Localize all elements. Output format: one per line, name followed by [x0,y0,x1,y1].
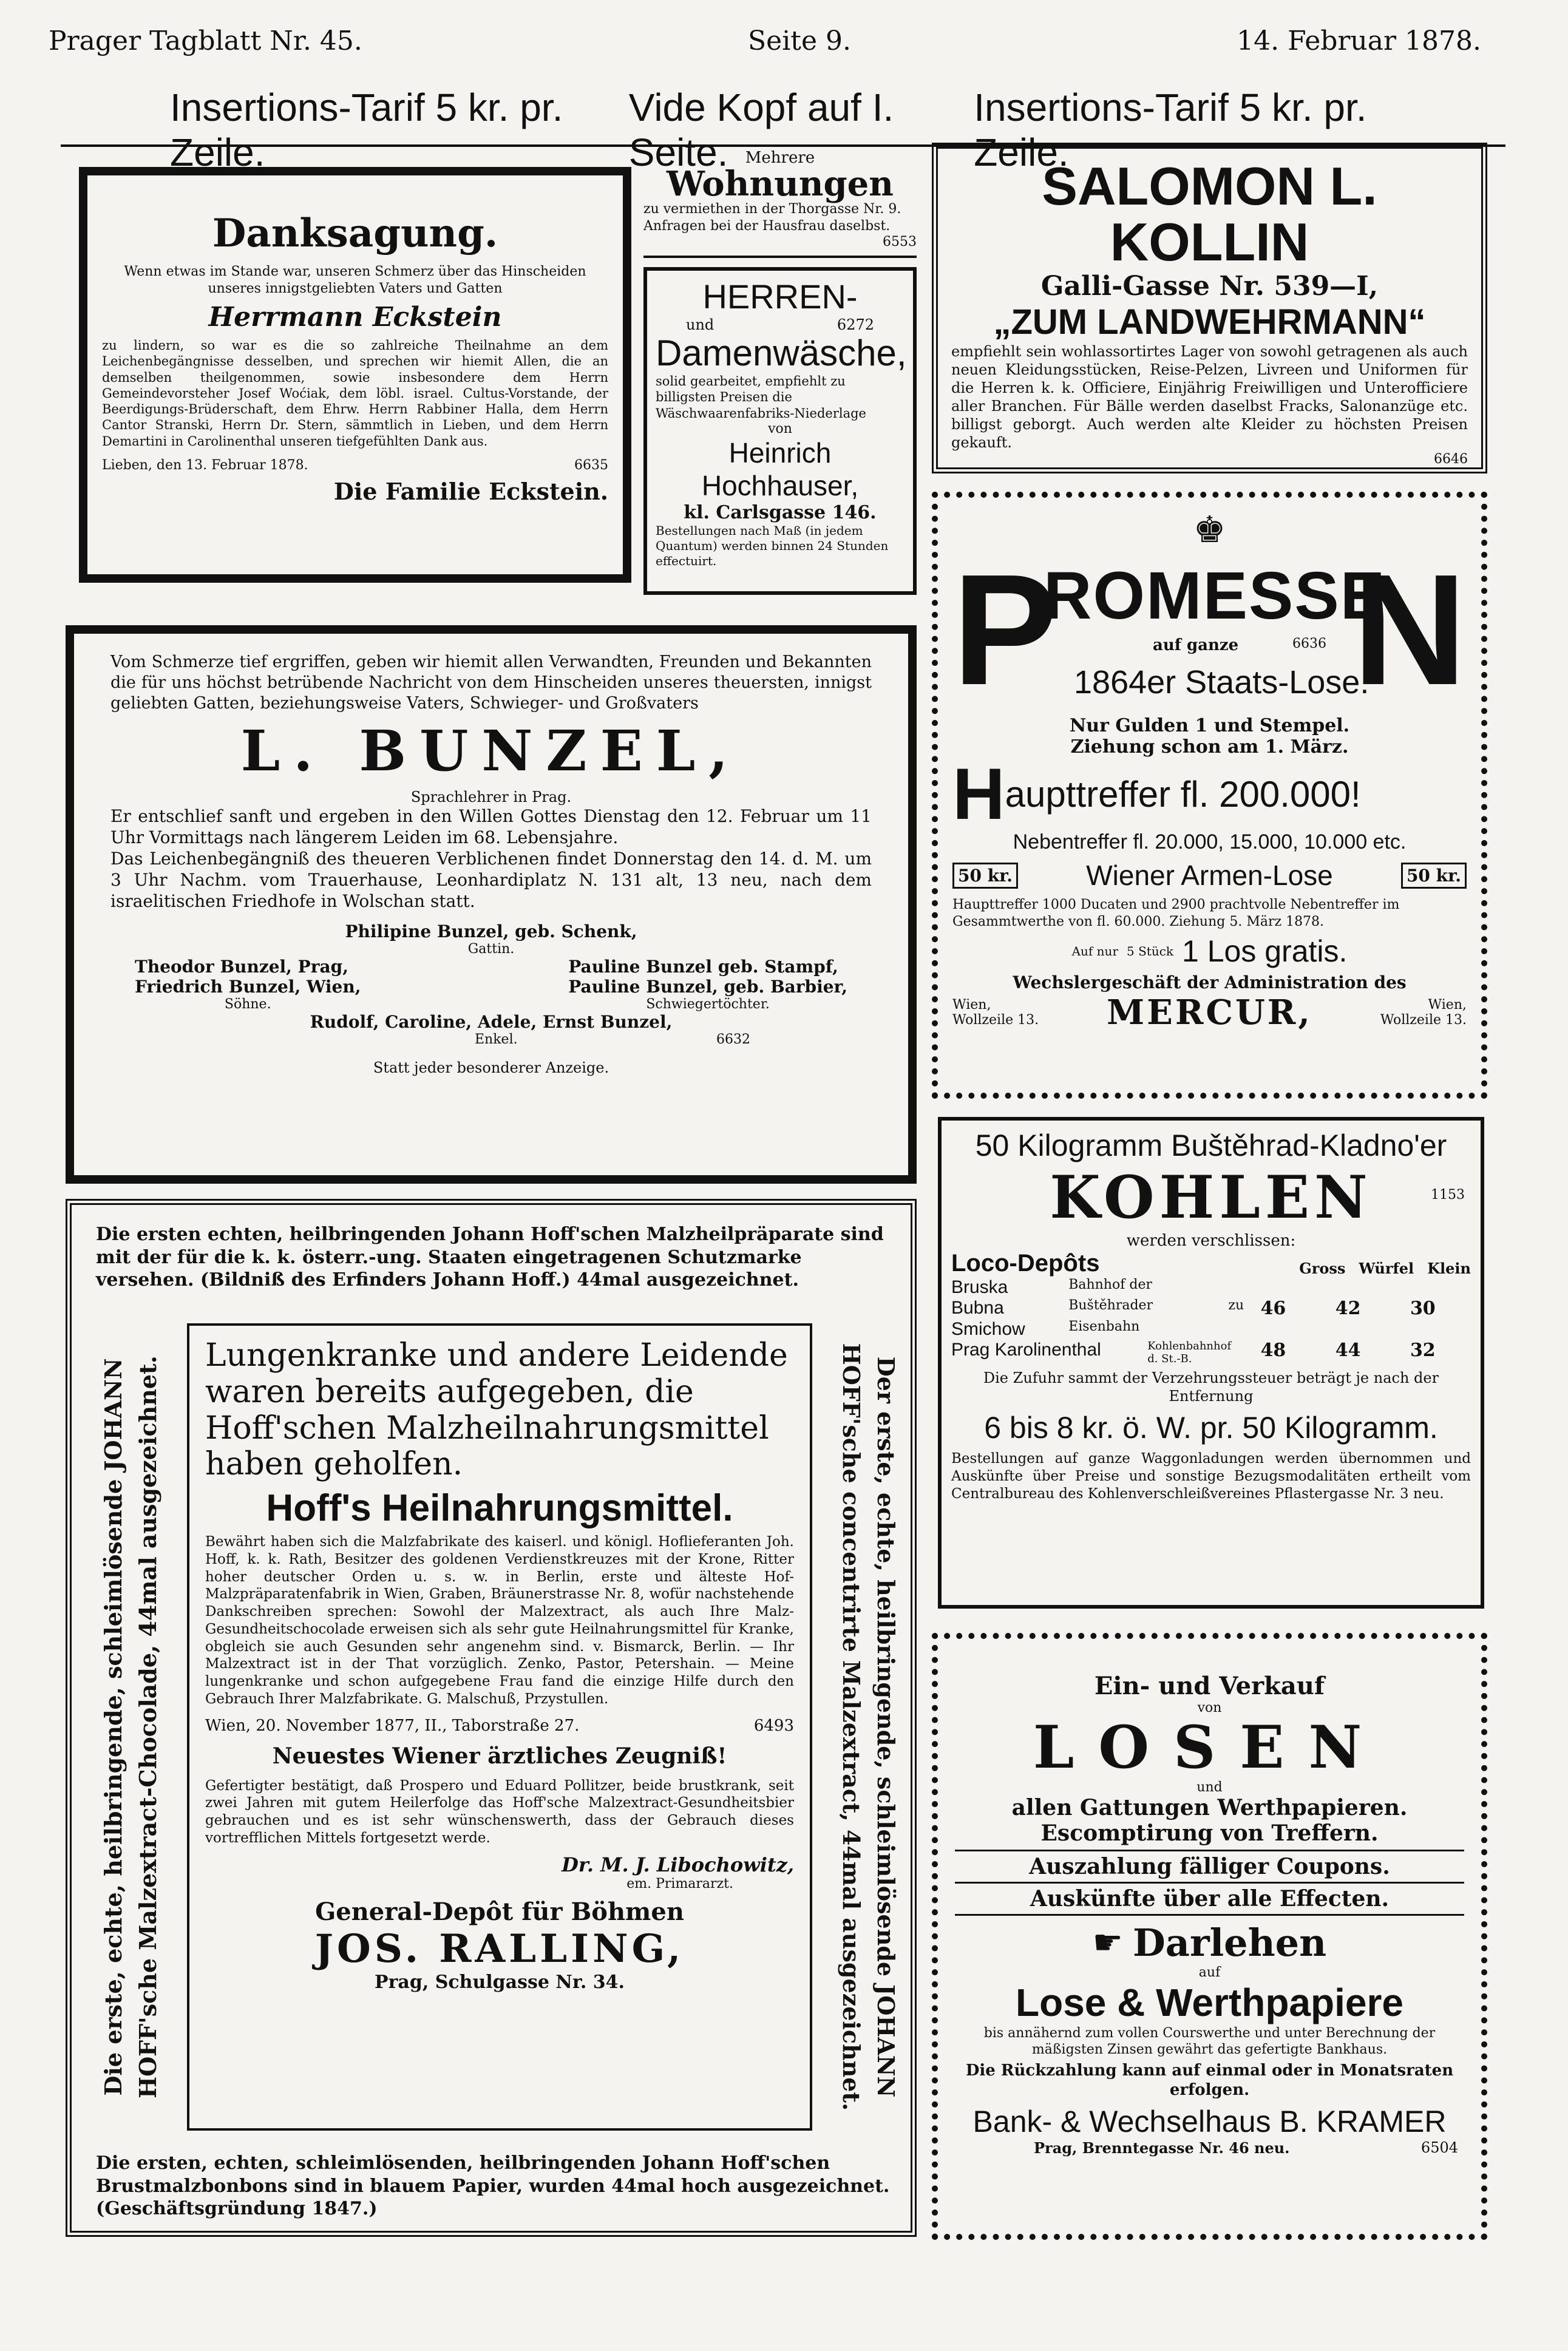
kramer-bank: Bank- & Wechselhaus B. KRAMER [972,2104,1447,2139]
hoff-head: Lungenkranke und andere Leidende waren bereits aufgegeben, die Hoff'schen Malzheilnahrungsmittel haben geholfen. [205,1337,788,1483]
hoff-addr: Prag, Schulgasse Nr. 34. [375,1971,625,1993]
kramer-werth: allen Gattungen Werthpapieren. [1011,1794,1408,1820]
zu [1228,1277,1258,1298]
darlehen-row [955,1921,1464,1965]
kramer-body: bis annähernd zum vollen Courswerthe und unter Berechnung der mäßigsten Zinsen gewährt das gefertigte Bankhaus. [983,2025,1436,2058]
herren-num: 6272 [837,316,874,333]
v-gross: 48 [1260,1340,1286,1361]
price-right: 50 kr. [1401,863,1467,889]
promessen-nur: Nur Gulden 1 und Stempel. [1069,715,1350,736]
hoff-place: Wien, 20. November 1877, II., Taborstraße 27. [205,1716,580,1735]
v-gross [1261,1319,1334,1340]
haupt-h: H [952,753,1005,835]
dank-deceased: Herrmann Eckstein [208,302,502,333]
table-row [951,1298,1471,1319]
wohn-ad [643,149,917,258]
dank-intro: Wenn etwas im Stande war, unseren Schmerz über das Hinscheiden unseres innigstgeliebten Vaters und Gatten [124,264,586,296]
kramer-und: und [1196,1779,1223,1795]
wohn-title: Wohnungen [666,164,894,204]
bunzel-widow-sub: Gattin. [467,941,515,957]
bunzel-body2: Das Leichenbegängniß des theueren Verblichenen findet Donnerstag den 14. d. M. um 3 Uhr Nachm. vom Trauerhause, Leonhardiplatz N. 131 alt, 13 neu, nach dem israelitischen Friedhofe in Wolschan statt. [110,849,872,912]
v-wuerfel: 44 [1335,1340,1361,1361]
issue-date: 14. Februar 1878. [1237,25,1481,56]
note: Eisenbahn [1068,1319,1140,1334]
kramer-ein: Ein- und Verkauf [1094,1672,1325,1700]
kramer-auskunft: Auskünfte über alle Effecten. [955,1884,1464,1916]
promessen-n: N [1352,542,1467,718]
dank-body: zu lindern, so war es die so zahlreiche Theilnahme an dem Leichenbegängnisse desselben, und sprechen wir hiemit Allen, die an demselben theilgenommen, sowie insbesondere dem Herrn Gemeindevorsteher Josef Woćiak, dem löbl. israel. Cultus-Vorstande, der Beerdigungs-Brüderschaft, dem Ehrw. Herrn Rabbiner Halla, dem Herrn Cantor Stranski, Herrn Dr. Stern, sämmtlich in Lieben, und dem Herrn Demartini in Carolinenthal unseren tiefgefühlten Dank aus. [102,338,608,449]
place: Smichow [951,1319,1025,1339]
bunzel-family [110,957,872,1012]
paper-name: Prager Tagblatt Nr. 45. [49,25,362,56]
table-row [951,1319,1471,1340]
hoff-place-row [205,1717,794,1735]
kramer-lose: Lose & Werthpapiere [1016,1980,1403,2024]
wien-left: Wien, Wollzeile 13. [952,997,1039,1028]
dank-place: Lieben, den 13. Februar 1878. [102,457,308,473]
promessen-num: 6636 [1292,636,1326,651]
son: Friedrich Bunzel, Wien, [135,977,361,997]
v-wuerfel [1336,1277,1408,1298]
kohlen-cols [1299,1260,1471,1277]
dank-num: 6635 [574,457,608,473]
kramer-addr-row [955,2139,1464,2157]
v-klein [1410,1277,1471,1298]
herren-title2: Damenwäsche, [656,333,907,373]
bunzel-num: 6632 [716,1032,750,1048]
herren-foot: Bestellungen nach Maß (in jedem Quantum) werden binnen 24 Stunden effectuirt. [656,523,889,568]
v-wuerfel [1336,1319,1408,1340]
bunzel-ad [66,625,917,1184]
bunzel-widow: Philipine Bunzel, geb. Schenk, [345,921,637,942]
kohlen-price: 6 bis 8 kr. ö. W. pr. 50 Kilogramm. [984,1411,1438,1445]
hoff-ad [66,1199,917,2237]
vide-kopf: Vide Kopf auf I. Seite. [628,86,894,174]
bunzel-daughters [568,957,847,1012]
kramer-num: 6504 [1420,2139,1458,2156]
zu: zu [1228,1298,1244,1313]
kollin-sub: „ZUM LANDWEHRMANN“ [993,302,1426,342]
hoff-body: Bewährt haben sich die Malzfabrikate des kaiserl. und königl. Hoflieferanten Joh. Hoff, k. k. Rath, Besitzer des goldenen Verdienstkreuzes mit der Krone, Ritter hoher deutscher Orden u. s. w. in Berlin, erste und älteste Hof-Malzpräparatenfabrik in Wien, Graben, Bräunerstrasse Nr. 8, wofür nachstehende Dankschreiben sprechen: Sowohl der Malzextract, als auch Ihre Malz-Gesundheitschocolade erweisen sich als sehr gute Heilnahrungsmittel für Kranke, obgleich sie auch Gesunden sehr angenehm sind. v. Bismarck, Berlin. — Ihr Malzextract ist in der That vorzüglich. Zenko, Pastor, Petershain. — Meine lungenkranke und schon aufgegebene Frau fand die einzige Hilfe durch den Gebrauch Ihrer Malzfabrikate. G. Malschuß, Przystullen. [205,1534,794,1707]
hoff-zeugnis: Neuestes Wiener ärztliches Zeugniß! [272,1743,727,1769]
promessen-p: P [952,542,1058,718]
place: Bruska [951,1277,1008,1297]
herren-body: solid gearbeitet, empfiehlt zu billigsten Preisen die Wäschwaarenfabriks-Niederlage [656,374,866,421]
bunzel-grand-row [110,1032,872,1047]
col-gross: Gross [1299,1260,1346,1277]
note: Buštěhrader [1068,1298,1153,1313]
pointing-hand-icon: ☛ [1092,1922,1123,1963]
v-wuerfel: 42 [1335,1298,1361,1319]
v-klein [1410,1319,1471,1340]
kohlen-title-row [951,1163,1471,1232]
bunzel-foot: Statt jeder besonderer Anzeige. [373,1059,609,1077]
bunzel-body1: Er entschlief sanft und ergeben in den Willen Gottes Dienstag den 12. Februar um 11 Uhr Vormittags nach längerem Leiden im 68. Lebensjahre. [110,806,872,848]
place: Bubna [951,1298,1004,1318]
kohlen-top: 50 Kilogramm Buštěhrad-Kladno'er [975,1128,1447,1162]
kohlen-title: KOHLEN [1050,1163,1373,1232]
hoff-title: Hoff's Heilnahrungsmittel. [266,1487,733,1530]
kramer-losen: LOSEN [1033,1713,1386,1782]
wechsel: Wechslergeschäft der Administration des [1013,972,1407,992]
col-wuerfel: Würfel [1359,1260,1414,1277]
kramer-von: von [1197,1700,1222,1715]
kohlen-foot: Bestellungen auf ganze Waggonladungen werden übernommen und Auskünfte über Preise und sonstige Bezugsmodalitäten ertheilt vom Centralbureau des Kohlenverschleißvereines Pflastergasse Nr. 3 neu. [951,1451,1471,1502]
note: Bahnhof der [1068,1277,1152,1292]
daughters-sub: Schwiegertöchter. [646,997,770,1013]
table-row [951,1277,1471,1298]
stueck: 5 Stück [1127,944,1174,958]
kohlen-zufuhr: Die Zufuhr sammt der Verzehrungssteuer beträgt je nach der Entfernung [983,1369,1439,1405]
promessen-lose: 1864er Staats-Lose. [1074,664,1369,701]
armen-row [952,859,1467,892]
haupttreffer-row [952,753,1467,835]
kramer-rueck: Die Rückzahlung kann auf einmal oder in Monatsraten erfolgen. [965,2061,1454,2100]
sons-sub: Söhne. [224,997,271,1013]
armen-lose: Wiener Armen-Lose [1086,860,1333,891]
kollin-title: SALOMON L. KOLLIN [1042,156,1377,273]
son: Theodor Bunzel, Prag, [135,957,348,977]
kramer-darlehen: Darlehen [1133,1920,1327,1965]
hoff-top: Die ersten echten, heilbringenden Johann Hoff'schen Malzheilpräparate sind mit der für die k. k. österr.-ung. Staaten eingetragenen Schutzmarke versehen. (Bildniß des Erfinders Johann Hoff.) 44mal ausgezeichnet. [96,1224,884,1291]
kohlen-ad [938,1117,1484,1609]
kramer-auf: auf [1198,1964,1221,1980]
wien-right: Wien, Wollzeile 13. [1380,997,1467,1028]
page-number: Seite 9. [748,25,851,56]
herren-name: Heinrich Hochhauser, [701,436,859,501]
hoff-center [187,1323,812,2131]
bunzel-name: L. BUNZEL, [240,718,742,784]
promessen-word: ROMESSE [1044,558,1386,633]
kollin-addr: Galli-Gasse Nr. 539—I, [1040,270,1379,302]
promessen-detail: Haupttreffer 1000 Ducaten und 2900 prachtvolle Nebentreffer im Gesammtwerthe von fl. 60.000. Ziehung 5. März 1878. [952,897,1400,929]
dank-sign: Die Familie Eckstein. [333,477,608,505]
daughter: Pauline Bunzel, geb. Barbier, [568,977,847,997]
kollin-ad [932,143,1487,473]
tariff-left: Insertions-Tarif 5 kr. pr. Zeile. [170,86,563,174]
dank-title: Danksagung. [212,211,498,256]
herren-und: und [686,316,714,333]
kohlen-num: 1153 [1431,1187,1465,1203]
v-gross [1261,1277,1334,1298]
promessen-neben: Nebentreffer fl. 20.000, 15.000, 10.000 etc. [1013,830,1407,853]
kohlen-head [951,1250,1471,1277]
kohlen-depots: Loco-Depôts [951,1250,1100,1277]
kollin-body: empfiehlt sein wohlassortirtes Lager von sowohl getragenen als auch neuen Kleidungsstücken, Reise-Pelzen, Livreen und Uniformen für die Herren k. k. Officiere, Einjährig Freiwilligen und Unterofficiere aller Branchen. Für Bälle werden daselbst Fracks, Salonanzüge etc. billigst geborgt. Auch werden alte Kleider zu höchsten Preisen gekauft. [951,342,1468,451]
haupt-text: aupttreffer fl. 200.000! [1005,773,1361,815]
auf-nur: Auf nur [1071,944,1118,958]
kollin-num: 6646 [1434,451,1468,467]
hoff-doc-sub: em. Primararzt. [626,1876,733,1891]
mercur: MERCUR, [1107,992,1312,1033]
zu [1228,1319,1258,1340]
gratis: 1 Los gratis. [1182,934,1348,968]
hoff-zbody: Gefertigter bestätigt, daß Prospero und Eduard Pollitzer, beide brustkrank, seit zwei Jahren mit gutem Heilerfolge das Hoff'sche Malzextract-Gesundheitsbier gebrauchen und es ist sehr wünschenswerth, dass der Gebrauch dieses vortrefflichen Mittels fortgesetzt werde. [205,1777,794,1846]
wohn-body: zu vermiethen in der Thorgasse Nr. 9. Anfragen bei der Hausfrau daselbst. [643,202,901,234]
promessen-ziehung: Ziehung schon am 1. März. [1070,736,1349,758]
place: Prag Karolinenthal [951,1340,1101,1360]
kramer-addr: Prag, Brenntegasse Nr. 46 neu. [1034,2139,1290,2157]
dank-place-row [102,458,608,473]
hoff-depot: General-Depôt für Böhmen [315,1897,684,1926]
table-row [951,1340,1471,1365]
zu [1228,1340,1258,1365]
price-left: 50 kr. [952,863,1018,889]
dank-ad [79,167,631,583]
bunzel-sons [135,957,361,1012]
tariff-right: Insertions-Tarif 5 kr. pr. Zeile. [974,86,1367,174]
hoff-side-right [824,1323,903,2131]
kramer-ad [932,1633,1487,2240]
mercur-row [952,992,1467,1033]
hoff-bottom: Die ersten, echten, schleimlösenden, heilbringenden Johann Hoff'schen Brustmalzbonbons sind in blauem Papier, wurden 44mal hoch ausgezeichnet. (Geschäftsgründung 1847.) [96,2153,890,2219]
v-klein: 32 [1410,1340,1436,1361]
daughter: Pauline Bunzel geb. Stampf, [568,957,838,977]
wohn-pre: Mehrere [745,149,815,167]
hoff-ralling: JOS. RALLING, [314,1925,685,1972]
v-gross: 46 [1260,1298,1286,1319]
running-head [49,25,1481,56]
kohlen-table [951,1277,1471,1365]
hoff-num: 6493 [753,1716,794,1735]
v-klein: 30 [1410,1298,1436,1319]
herren-von: von [768,421,792,436]
bunzel-grand-sub: Enkel. [475,1032,518,1048]
col-klein: Klein [1427,1260,1471,1277]
kramer-auszahl: Auszahlung fälliger Coupons. [955,1851,1464,1884]
gratis-row [952,934,1467,969]
wohn-num: 6553 [883,234,917,249]
herren-ad [643,267,917,595]
hoff-side-left [96,1323,175,2131]
herren-title: HERREN- [702,277,858,316]
kohlen-sub: werden verschlissen: [1126,1232,1296,1250]
promessen-ad [932,492,1487,1099]
promessen-auf: auf ganze [1153,636,1239,654]
herren-addr: kl. Carlsgasse 146. [684,501,877,523]
bunzel-intro: Vom Schmerze tief ergriffen, geben wir hiemit allen Verwandten, Freunden und Bekannten die für uns höchst betrübende Nachricht von dem Hinscheiden unseres theuersten, innigst geliebten Gatten, beziehungsweise Vaters, Schwieger- und Großvaters [110,653,872,713]
kramer-escompt: Escomptirung von Treffern. [955,1820,1464,1851]
side-left-text: Die erste, echte, heilbringende, schleimlösende JOHANN HOFF'sche Malzextract-Chocolade, 44mal ausgezeichnet. [100,1355,161,2098]
eagle-icon: ♚ [1193,509,1226,551]
side-right-text: Der erste, echte, heilbringende, schleimlösende JOHANN HOFF'sche concentrirte Malzextract, 44mal ausgezeichnet. [838,1343,900,2111]
herren-und-row [656,316,904,333]
note: Kohlenbahnhof d. St.-B. [1147,1340,1232,1365]
promessen-head [952,542,1467,718]
bunzel-grand: Rudolf, Caroline, Adele, Ernst Bunzel, [310,1012,673,1033]
hoff-doc: Dr. M. J. Libochowitz, [562,1853,794,1876]
bunzel-job: Sprachlehrer in Prag. [410,789,572,806]
